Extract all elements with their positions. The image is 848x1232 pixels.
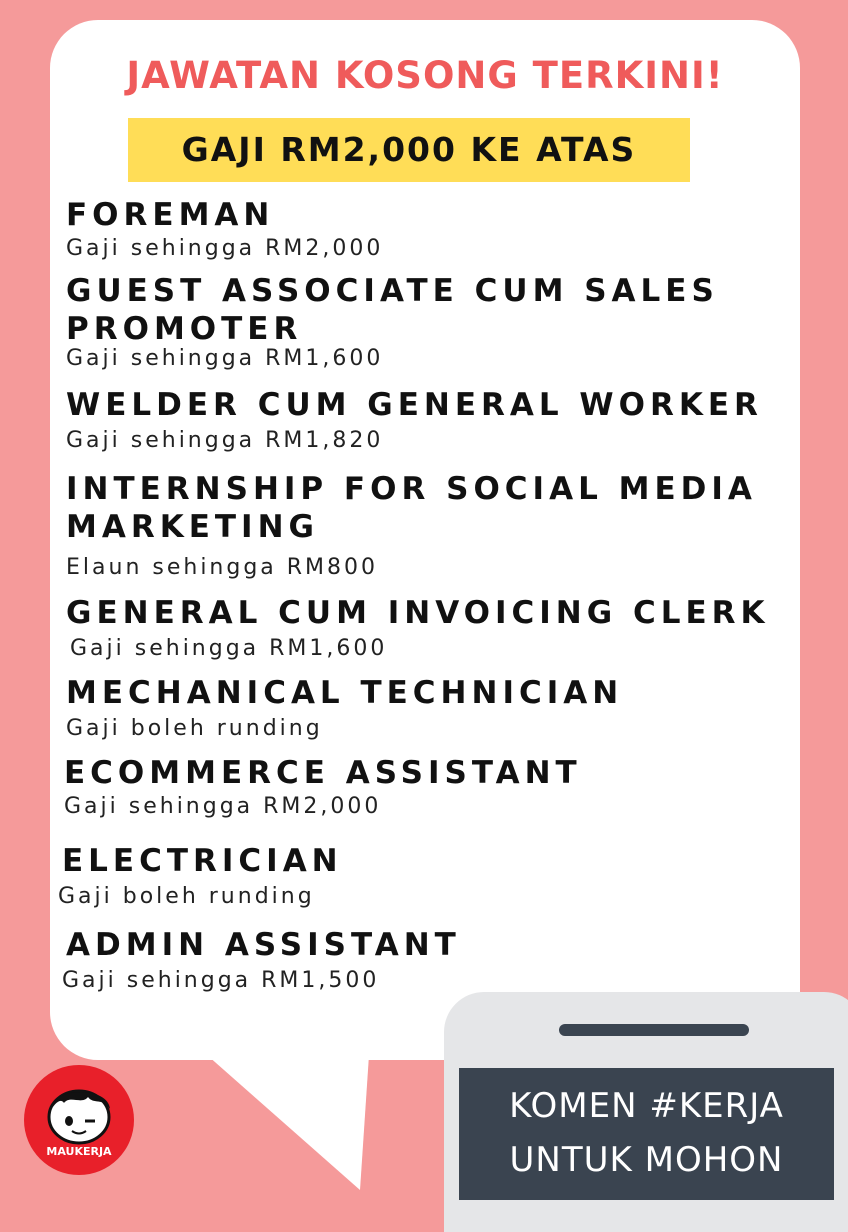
job-title: GENERAL CUM INVOICING CLERK: [66, 595, 770, 631]
job-title: ECOMMERCE ASSISTANT: [64, 755, 582, 791]
job-salary: Gaji sehingga RM1,600: [70, 636, 388, 661]
job-title: GUEST ASSOCIATE CUM SALES PROMOTER: [66, 273, 719, 347]
job-title: INTERNSHIP FOR SOCIAL MEDIA MARKETING: [66, 471, 757, 545]
boy-face-icon: [24, 1065, 134, 1175]
job-salary: Gaji sehingga RM1,820: [66, 428, 384, 453]
job-salary: Gaji boleh runding: [58, 884, 315, 909]
job-title: ELECTRICIAN: [62, 843, 343, 879]
job-title: MECHANICAL TECHNICIAN: [66, 675, 624, 711]
job-salary: Gaji sehingga RM1,600: [66, 346, 384, 371]
cta-line-1: KOMEN #KERJA: [509, 1086, 784, 1126]
cta-line-2: UNTUK MOHON: [509, 1140, 784, 1180]
maukerja-logo: [24, 1065, 134, 1175]
salary-banner: GAJI RM2,000 KE ATAS: [128, 118, 690, 182]
job-title: ADMIN ASSISTANT: [66, 927, 461, 963]
job-title: WELDER CUM GENERAL WORKER: [66, 387, 763, 423]
job-salary: Gaji boleh runding: [66, 716, 323, 741]
phone-screen: [459, 1068, 834, 1200]
headline: JAWATAN KOSONG TERKINI!: [126, 54, 724, 97]
logo-text: MAUKERJA: [46, 1145, 112, 1158]
job-salary: Gaji sehingga RM2,000: [64, 794, 382, 819]
phone-speaker: [559, 1024, 749, 1036]
job-salary: Gaji sehingga RM2,000: [66, 236, 384, 261]
job-salary: Gaji sehingga RM1,500: [62, 968, 380, 993]
job-salary: Elaun sehingga RM800: [66, 555, 379, 580]
job-title: FOREMAN: [66, 197, 275, 233]
